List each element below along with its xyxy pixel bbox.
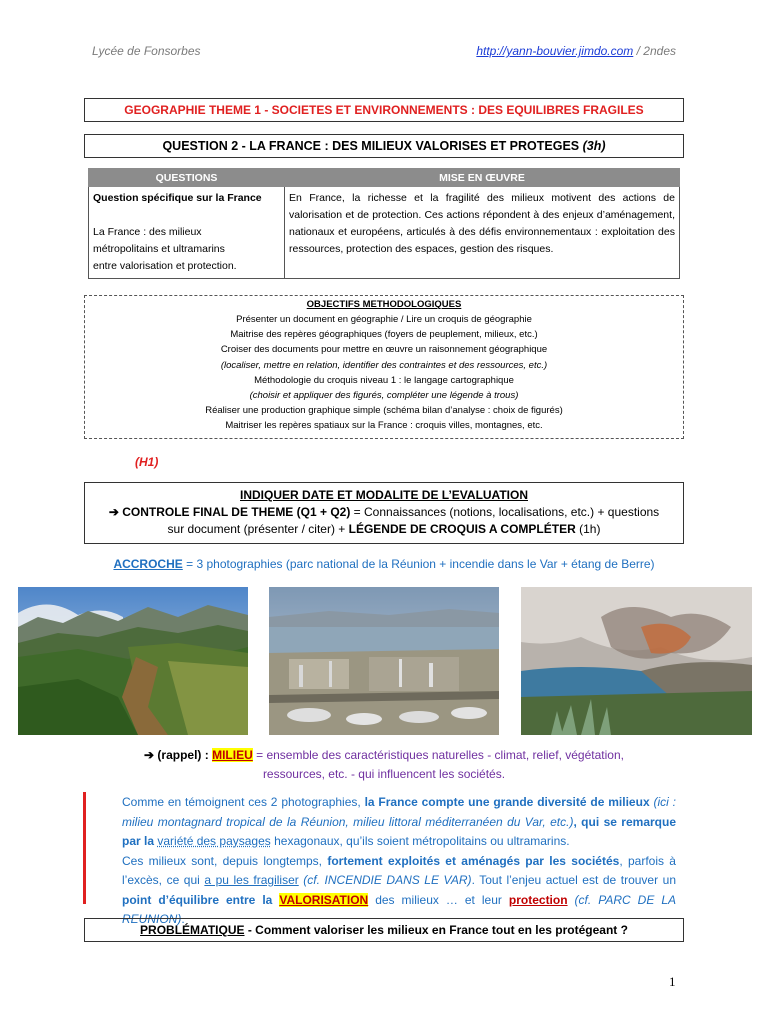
table-row — [89, 187, 680, 279]
programme-table — [88, 168, 680, 279]
question-duration: (3h) — [582, 139, 606, 153]
text-span: hexagonaux, qu’ils soient métropolitains ou ultramarins. — [270, 834, 570, 848]
text-span: Comme en témoignent ces 2 photographies, — [122, 795, 365, 809]
question-specific-title: Question spécifique sur la France — [93, 192, 262, 204]
school-name: Lycée de Fonsorbes — [92, 44, 201, 58]
text-span: . Tout l’enjeu actuel est de trouver un — [471, 873, 677, 887]
text-bold: la France compte une grande diversité de milieux — [364, 795, 650, 809]
text-italic: (cf. PARC DE LA REUNION) — [122, 892, 676, 926]
rappel-line — [0, 746, 768, 765]
text-span: . — [181, 912, 185, 926]
question-title — [84, 134, 684, 158]
objectif-line: Méthodologie du croquis niveau 1 : le langage cartographique — [254, 374, 514, 386]
accroche-label: ACCROCHE — [113, 557, 183, 571]
table-header-mise-en-oeuvre: MISE EN ŒUVRE — [285, 169, 680, 187]
intro-text — [94, 793, 676, 930]
text-underlined: variété des paysages — [157, 834, 271, 848]
milieu-term: MILIEU — [212, 748, 253, 762]
hour-label: (H1) — [135, 455, 159, 469]
table-cell-question — [89, 187, 285, 279]
valorisation-term: VALORISATION — [279, 892, 369, 907]
text-span: Ces milieux sont, depuis longtemps, — [122, 853, 328, 868]
theme-title: GEOGRAPHIE THEME 1 - SOCIETES ET ENVIRONNEMENTS : DES EQUILIBRES FRAGILES — [84, 98, 684, 122]
photo-etang-de-berre — [269, 587, 499, 735]
problematique-text: - Comment valoriser les milieux en France tout en les protégeant ? — [244, 923, 628, 937]
text-span: , qui se remarque par la — [122, 814, 677, 848]
rappel-label: ➔ (rappel) : — [144, 748, 213, 762]
question-line: métropolitains et ultramarins — [93, 243, 225, 255]
margin-bar — [83, 792, 86, 904]
page-header — [92, 44, 676, 60]
page-number: 1 — [669, 974, 676, 989]
class-level: / 2ndes — [633, 44, 676, 58]
text-italic: (cf. INCENDIE DANS LE VAR) — [298, 873, 472, 887]
evaluation-box — [84, 482, 684, 544]
milieu-definition: = ensemble des caractéristiques naturelles - climat, relief, végétation, — [252, 748, 624, 762]
problematique-label: PROBLÉMATIQUE — [140, 923, 245, 937]
objectif-line: Présenter un document en géographie / Lire un croquis de géographie — [236, 314, 532, 325]
text-underlined: a pu les fragiliser — [204, 873, 299, 887]
objectif-line: (choisir et appliquer des figurés, compléter une légende à trous) — [249, 390, 519, 402]
table-cell-mise-en-oeuvre: En France, la richesse et la fragilité des milieux motivent des actions de valorisation et de protection. Ces actions répondent à des enjeux d’aménagement, nationaux et européens, articulés à des défis environnementaux : exploitation des ressources, protection des espaces, gestion des risques. — [285, 187, 680, 279]
evaluation-line — [85, 521, 683, 538]
accroche-text: = 3 photographies (parc national de la Réunion + incendie dans le Var + étang de Berre) — [182, 557, 655, 571]
objectifs-box — [84, 295, 684, 439]
table-header-questions: QUESTIONS — [89, 169, 285, 187]
text-bold: fortement exploités et aménagés par les sociétés — [327, 853, 620, 868]
objectif-line: Maitrise des repères géographiques (foyers de peuplement, milieux, etc.) — [230, 329, 538, 341]
objectif-line: (localiser, mettre en relation, identifier des contraintes et des ressources, etc.) — [220, 359, 548, 371]
text-bold: point d’équilibre entre la — [122, 892, 280, 907]
text-span: des milieux … et leur — [368, 892, 509, 907]
question-line: La France : des milieux — [93, 226, 202, 238]
objectifs-title: OBJECTIFS METHODOLOGIQUES — [306, 299, 462, 310]
evaluation-document: sur document (présenter / citer) + — [167, 522, 349, 536]
photo-reunion-park — [18, 587, 248, 735]
question-line: entre valorisation et protection. — [93, 260, 237, 272]
rappel-definition — [0, 746, 768, 784]
evaluation-legende: LÉGENDE DE CROQUIS A COMPLÉTER — [348, 522, 576, 536]
evaluation-line — [85, 504, 683, 521]
text-span: , parfois à l’excès, ce qui — [122, 853, 676, 887]
table-header-row — [89, 169, 680, 187]
milieu-definition-cont: ressources, etc. - qui influencent les sociétés. — [262, 767, 506, 781]
objectif-line: Croiser des documents pour mettre en œuvre un raisonnement géographique — [220, 344, 548, 356]
accroche-line — [0, 557, 768, 571]
text-italic: (ici : milieu montagnard tropical de la Réunion, milieu littoral méditerranéen du Var, etc.) — [122, 795, 676, 829]
objectif-line: Maitriser les repères spatiaux sur la France : croquis villes, montagnes, etc. — [225, 420, 543, 432]
evaluation-controle: ➔ CONTROLE FINAL DE THEME (Q1 + Q2) — [108, 505, 351, 519]
evaluation-duration: (1h) — [575, 522, 601, 536]
problematique-box — [84, 918, 684, 942]
paragraph-diversite — [94, 793, 676, 852]
website-link[interactable]: http://yann-bouvier.jimdo.com — [476, 44, 634, 58]
header-right — [476, 44, 676, 58]
protection-term: protection — [508, 892, 568, 907]
photo-incendie-var — [521, 587, 752, 735]
question-title-text: QUESTION 2 - LA FRANCE : DES MILIEUX VALORISES ET PROTEGES — [162, 139, 583, 153]
objectif-line: Réaliser une production graphique simple (schéma bilan d’analyse : choix de figurés) — [205, 405, 563, 417]
evaluation-title: INDIQUER DATE ET MODALITE DE L’EVALUATION — [240, 488, 528, 502]
evaluation-connaissances: = Connaissances (notions, localisations, etc.) + questions — [350, 505, 660, 519]
